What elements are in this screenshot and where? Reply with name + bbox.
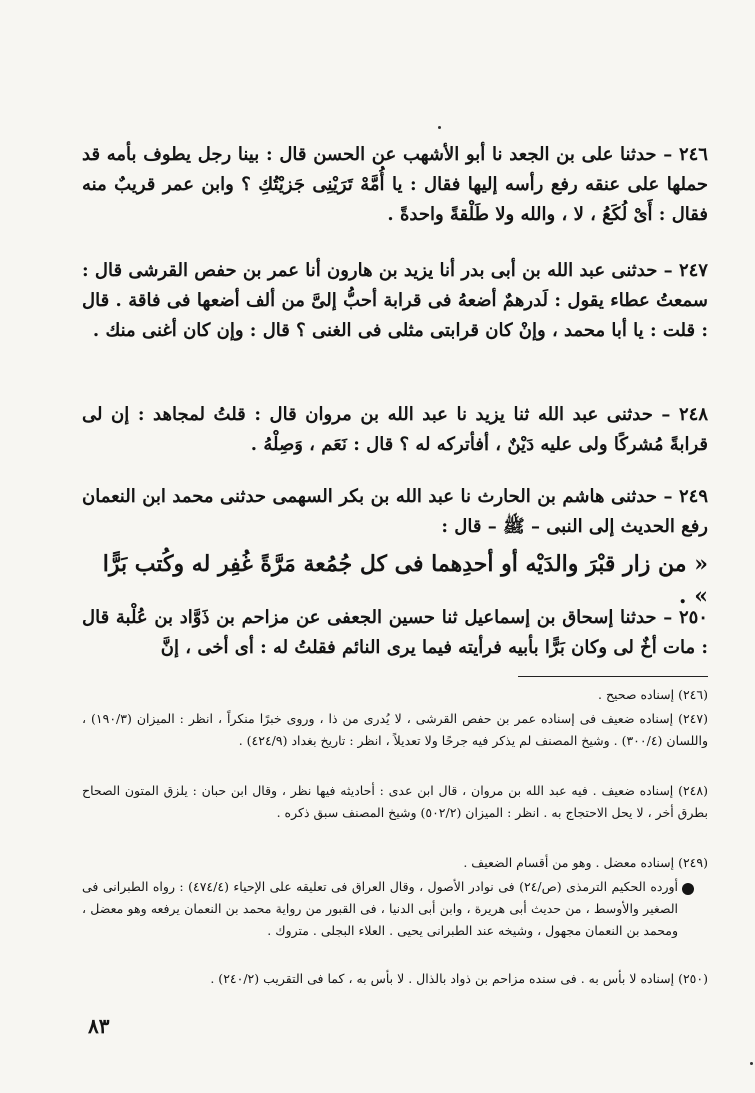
footnote-separator <box>518 676 708 677</box>
page-number: ٨٣ <box>88 1014 110 1038</box>
bullet-icon <box>682 883 694 895</box>
footnote-248: (٢٤٨) إسناده ضعيف . فيه عبد الله بن مروان ، قال ابن عدى : أحاديثه فيها نظر ، وقال ابن حبان : يلزق المتون الصحاح بطرق أخر ، لا يحل الاحتجاج به . انظر : الميزان (٥٠٢/٢) وشيخ المصنف سبق ذكره . <box>82 783 708 820</box>
footnote-250: (٢٥٠) إسناده لا بأس به . فى سنده مزاحم بن ذواد بالذال . لا بأس به ، كما فى التقريب (٢٤٠/٢) . <box>210 971 708 986</box>
paragraph-number: ٢٤٩ <box>678 486 708 507</box>
footnote-249: (٢٤٩) إسناده معضل . وهو من أقسام الضعيف . <box>463 855 708 870</box>
footnote-249-detail: أورده الحكيم الترمذى (ص/٢٤) فى نوادر الأصول ، وقال العراق فى تعليقه على الإحياء (٤٧٤/٤) : رواه الطبرانى فى الصغير والأوسط ، من حديث أبى هريرة ، وابن أبى الدنيا ، فى القبور من رواية محمد بن النعمان يرفعه وهو معضل ، ومحمد بن النعمان مجهول ، وشيخه عند الطبرانى يحيى . العلاء البجلى . متروك . <box>82 879 678 938</box>
paragraph-text: – حدثنى عبد الله ثنا يزيد نا عبد الله بن مروان قال : قلتُ لمجاهد : إن لى قرابةً مُشركًا ولى عليه دَيْنٌ ، أفأتركه له ؟ قال : نَعَم ، وَصِلْهُ . <box>82 404 708 455</box>
paragraph-number: ٢٤٦ <box>678 144 708 165</box>
paragraph-number: ٢٥٠ <box>678 607 708 628</box>
paragraph-text: – حدثنا إسحاق بن إسماعيل ثنا حسين الجعفى عن مزاحم بن ذَوَّاد بن عُلْبة قال : مات أخٌ لى وكان بَرًّا بأبيه فرأيته فيما يرى النائم فقلتُ له : أى أخى ، إنَّ <box>82 607 708 658</box>
paragraph-text: – حدثنى عبد الله بن أبى بدر أنا يزيد بن هارون أنا عمر بن حفص القرشى قال : سمعتُ عطاء يقول : لَدرهمٌ أضعهُ فى قرابة أحبُّ إلىَّ من ألف أضعها فى فاقة . قال : قلت : يا أبا محمد ، وإنْ كان قرابتى مثلى فى الغنى ؟ قال : وإن كان أغنى منك . <box>82 260 708 341</box>
paragraph-text: – حدثنى هاشم بن الحارث نا عبد الله بن بكر السهمى حدثنى محمد ابن النعمان رفع الحديث إلى النبى – ﷺ – قال : <box>82 486 708 537</box>
footnote-246: (٢٤٦) إسناده صحيح . <box>598 687 708 702</box>
paragraph-249 <box>82 482 708 542</box>
paragraph-number: ٢٤٧ <box>678 260 708 281</box>
footnote-247: (٢٤٧) إسناده ضعيف فى إسناده عمر بن حفص القرشى ، لا يُدرى من ذا ، وروى خبرًا منكراً ، انظر : الميزان (١٩٠/٣) ، واللسان (٣٠٠/٤) . وشيخ المصنف لم يذكر فيه جرحًا ولا تعديلاً ، انظر : تاريخ بغداد (٤٢٤/٩) . <box>82 711 708 748</box>
paragraph-248 <box>82 400 708 460</box>
paragraph-number: ٢٤٨ <box>678 404 708 425</box>
paragraph-text: – حدثنا على بن الجعد نا أبو الأشهب عن الحسن قال : بينا رجل يطوف بأمه قد حملها على عنقه رفع رأسه إليها فقال : يا أُمَّهْ تَرَيْنِى جَزيْتُكِ ؟ وابن عمر قريبٌ منه فقال : أَىْ لُكَعُ ، لا ، والله ولا طَلْقةً واحدةً . <box>82 144 708 225</box>
ink-speck <box>438 126 441 129</box>
paragraph-247 <box>82 256 708 346</box>
ink-speck <box>750 1062 753 1065</box>
paragraph-250 <box>82 603 708 663</box>
hadith-quote: « من زار قبْرَ والدَيْه أو أحدِهما فى كل جُمُعة مَرَّةً غُفِر له وكُتب بَرًّا » . <box>102 551 708 609</box>
paragraph-246 <box>82 140 708 230</box>
